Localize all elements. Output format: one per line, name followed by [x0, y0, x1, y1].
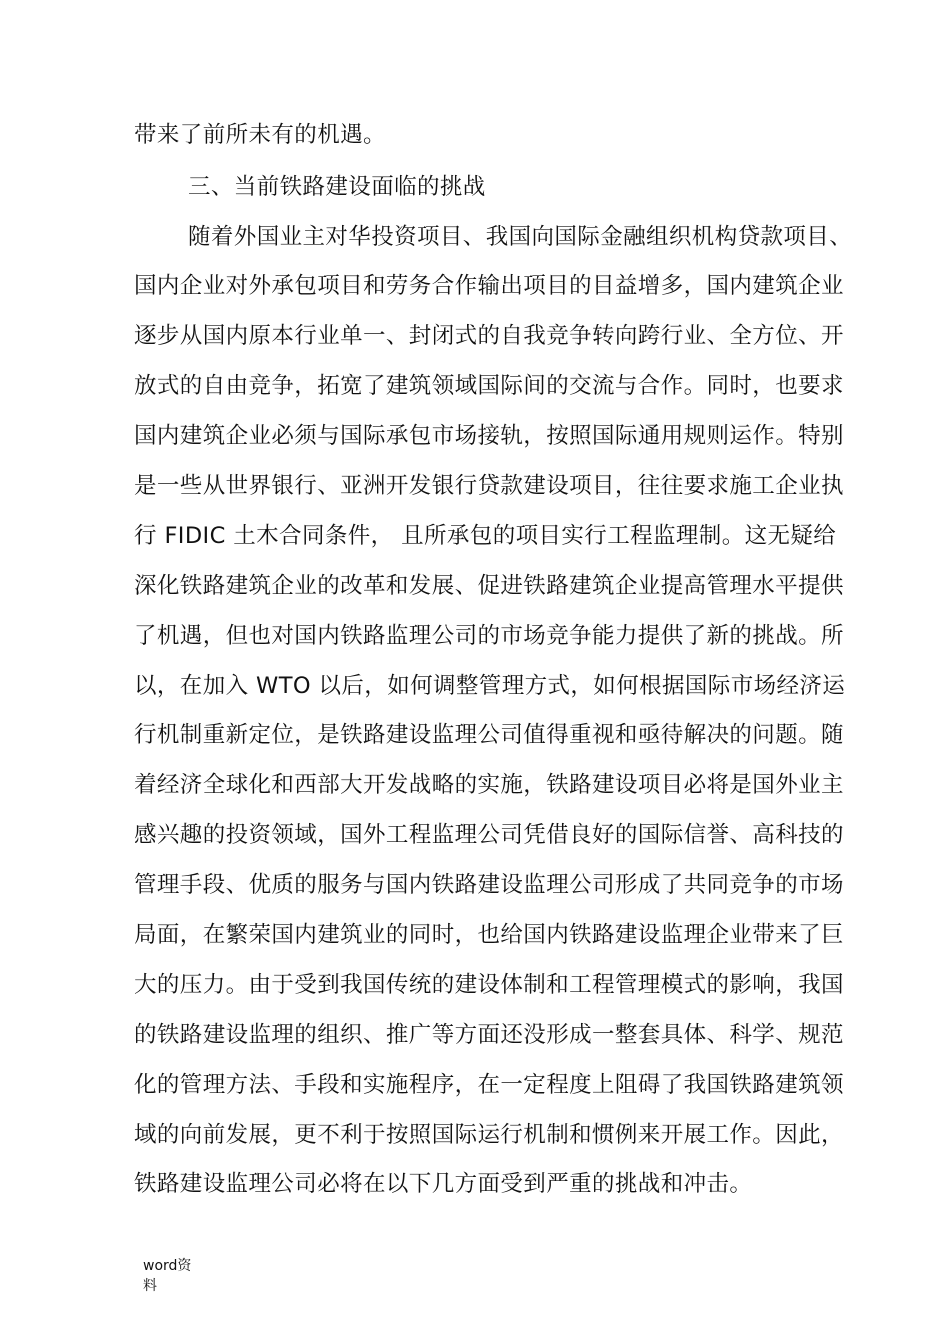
body-line: 局面，在繁荣国内建筑业的同时，也给国内铁路建设监理企业带来了巨 — [134, 922, 844, 948]
body-line: 管理手段、优质的服务与国内铁路建设监理公司形成了共同竞争的市场 — [134, 872, 844, 898]
body-line: 了机遇，但也对国内铁路监理公司的市场竞争能力提供了新的挑战。所 — [134, 623, 844, 649]
body-line: 是一些从世界银行、亚洲开发银行贷款建设项目，往往要求施工企业执 — [134, 473, 844, 499]
body-line: 大的压力。由于受到我国传统的建设体制和工程管理模式的影响，我国 — [134, 972, 844, 998]
body-line: 的铁路建设监理的组织、推广等方面还没形成一整套具体、科学、规范 — [134, 1022, 844, 1048]
body-line: 带来了前所未有的机遇。 — [134, 122, 386, 148]
body-line: 放式的自由竞争，拓宽了建筑领域国际间的交流与合作。同时，也要求 — [134, 373, 844, 399]
body-line: 行 FIDIC 土木合同条件， 且所承包的项目实行工程监理制。这无疑给 — [134, 523, 837, 549]
section-heading: 三、当前铁路建设面临的挑战 — [188, 174, 486, 200]
body-line: 行机制重新定位，是铁路建设监理公司值得重视和亟待解决的问题。随 — [134, 722, 844, 748]
footer-watermark: word资料 — [143, 1258, 192, 1294]
body-line: 以，在加入 WTO 以后，如何调整管理方式，如何根据国际市场经济运 — [134, 673, 846, 699]
body-line: 深化铁路建筑企业的改革和发展、促进铁路建筑企业提高管理水平提供 — [134, 573, 844, 599]
body-line: 国内建筑企业必须与国际承包市场接轨，按照国际通用规则运作。特别 — [134, 423, 844, 449]
body-line: 感兴趣的投资领域，国外工程监理公司凭借良好的国际信誉、高科技的 — [134, 822, 844, 848]
body-line: 着经济全球化和西部大开发战略的实施，铁路建设项目必将是国外业主 — [134, 772, 844, 798]
body-line: 化的管理方法、手段和实施程序，在一定程度上阻碍了我国铁路建筑领 — [134, 1072, 844, 1098]
body-line: 随着外国业主对华投资项目、我国向国际金融组织机构贷款项目、 — [188, 224, 853, 250]
body-line: 铁路建设监理公司必将在以下几方面受到严重的挑战和冲击。 — [134, 1171, 753, 1197]
body-line: 逐步从国内原本行业单一、封闭式的自我竞争转向跨行业、全方位、开 — [134, 323, 844, 349]
body-line: 域的向前发展，更不利于按照国际运行机制和惯例来开展工作。因此， — [134, 1122, 844, 1148]
body-line: 国内企业对外承包项目和劳务合作输出项目的目益增多，国内建筑企业 — [134, 273, 844, 299]
